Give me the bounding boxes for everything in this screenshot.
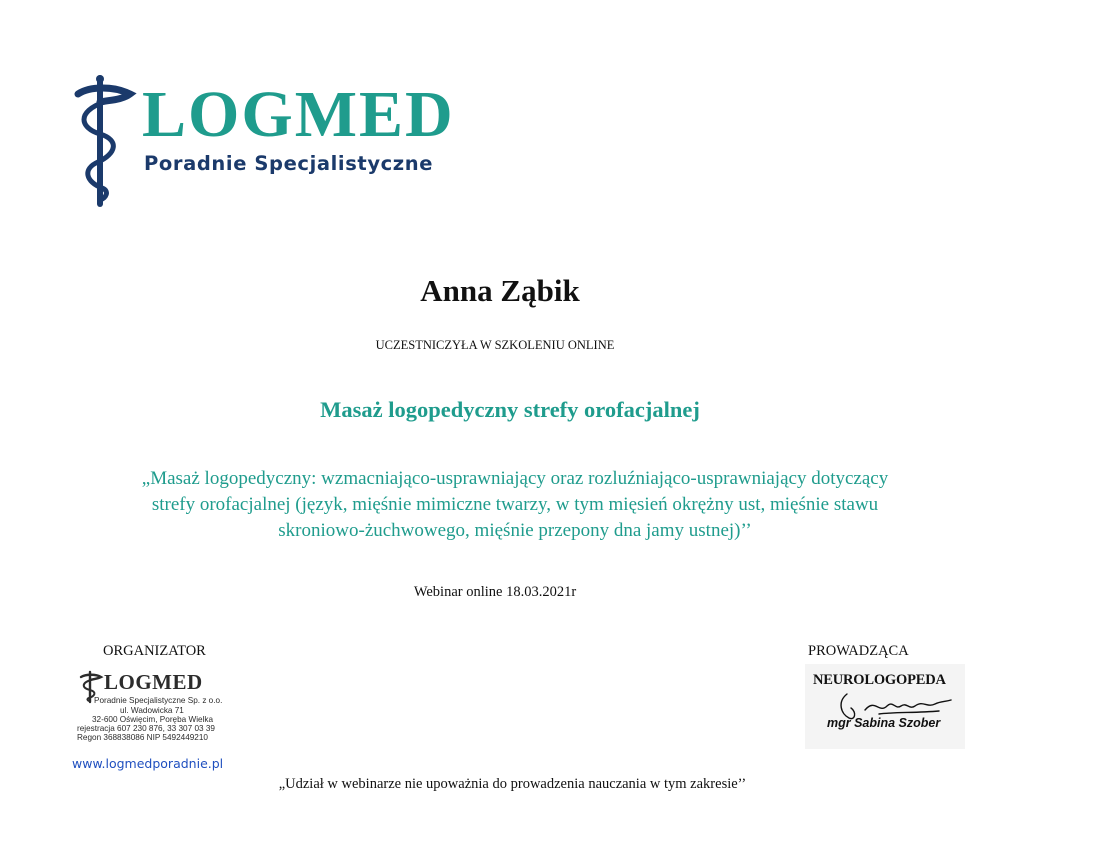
stamp-phone: rejestracja 607 230 876, 33 307 03 39 — [77, 724, 215, 733]
website-link[interactable]: www.logmedporadnie.pl — [72, 756, 224, 771]
stamp-ids: Regon 368838086 NIP 5492449210 — [77, 733, 208, 742]
disclaimer: „Udział w webinarze nie upoważnia do prowadzenia nauczania w tym zakresie’’ — [278, 776, 747, 792]
course-title: Masaż logopedyczny strefy orofacjalnej — [320, 397, 700, 422]
lecturer-name: mgr Sabina Szober — [827, 716, 941, 730]
stamp-city: 32-600 Oświęcim, Poręba Wielka — [92, 715, 214, 724]
webinar-date: Webinar online 18.03.2021r — [413, 584, 577, 600]
recipient-name: Anna Ząbik — [420, 273, 580, 308]
stamp-company: Poradnie Specjalistyczne Sp. z o.o. — [94, 696, 223, 705]
course-description: „Masaż logopedyczny: wzmacniająco-usprawniający oraz rozluźniająco-usprawniający dotyczący strefy orofacjalnej (język, mięśnie mimiczne twarzy, w tym mięsień okrężny ust, mięśnie stawu skroniowo-żuchwowego, mięśnie przepony dna jamy ustnej)’’ — [141, 468, 889, 541]
caduceus-icon — [70, 72, 140, 212]
organizer-label: ORGANIZATOR — [103, 643, 206, 659]
lecturer-label: PROWADZĄCA — [808, 643, 909, 659]
stamp-street: ul. Wadowicka 71 — [120, 706, 184, 715]
lecturer-stamp — [805, 664, 965, 749]
stamp-logo: LOGMED — [104, 670, 203, 694]
logo-subtitle: Poradnie Specjalistyczne — [144, 152, 434, 175]
participation-statement: UCZESTNICZYŁA W SZKOLENIU ONLINE — [375, 338, 615, 352]
logo-title: LOGMED — [142, 78, 455, 151]
organizer-stamp — [72, 664, 227, 752]
lecturer-stamp-title: NEUROLOGOPEDA — [813, 672, 946, 688]
